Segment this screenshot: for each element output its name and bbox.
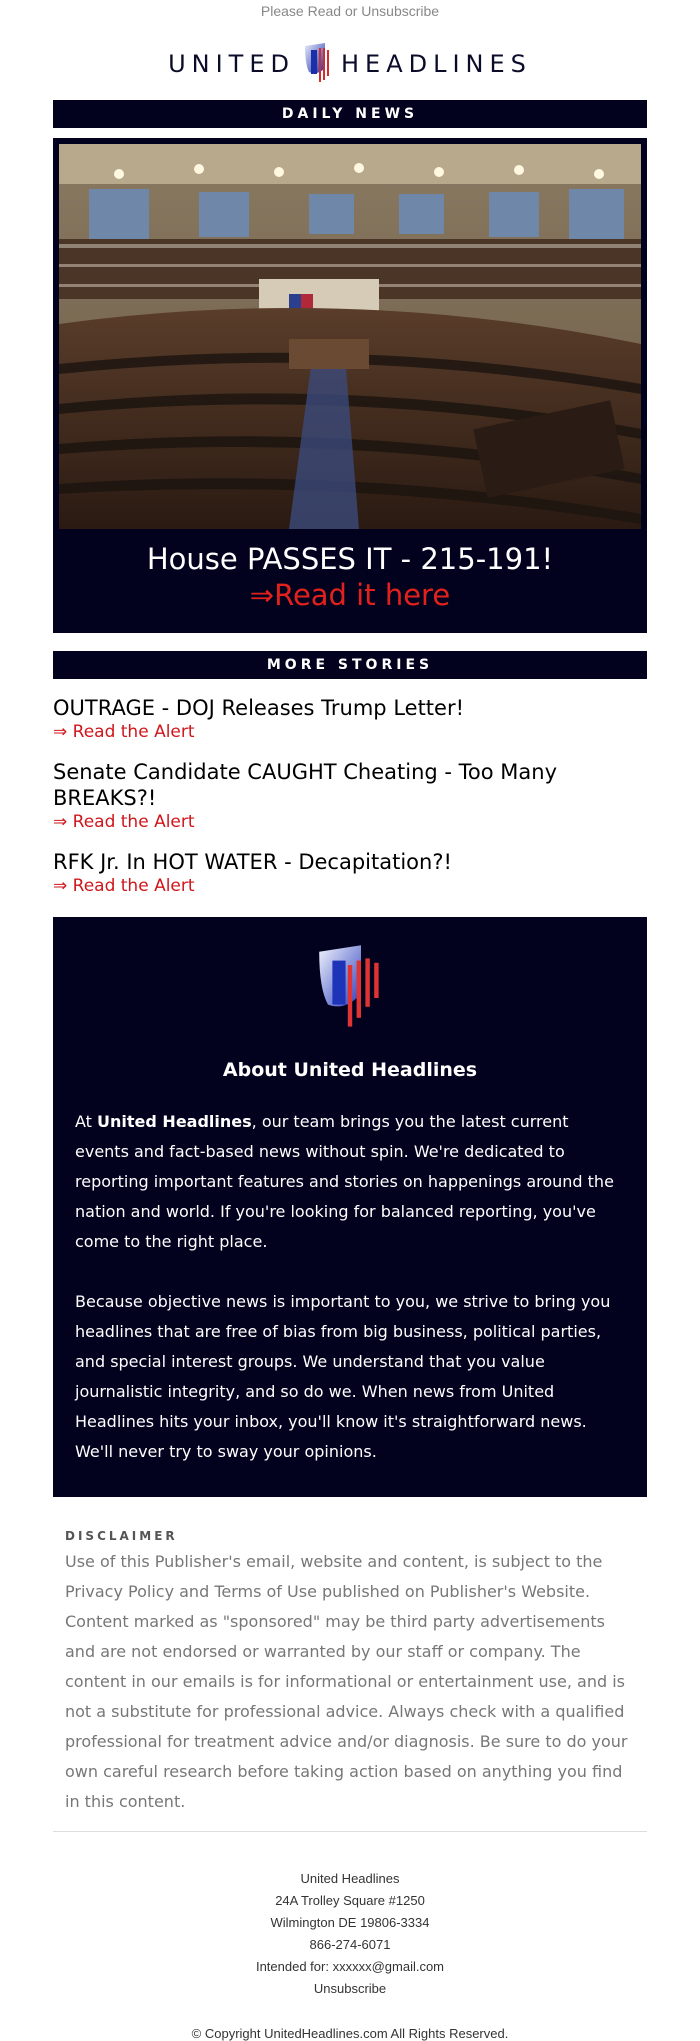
house-chamber-image[interactable]	[59, 144, 641, 529]
story-title[interactable]: OUTRAGE - DOJ Releases Trump Letter!	[53, 696, 465, 720]
shield-logo-icon	[317, 945, 383, 1029]
disclaimer-label: DISCLAIMER	[65, 1529, 178, 1543]
hero-block[interactable]	[53, 138, 647, 633]
about-title: About United Headlines	[222, 1059, 478, 1081]
preheader-link[interactable]: Please Read or Unsubscribe	[260, 3, 440, 19]
footer-phone: 866-274-6071	[309, 1937, 391, 1952]
hero-headline[interactable]: House PASSES IT - 215-191!	[146, 542, 554, 576]
story-link[interactable]: ⇒ Read the Alert	[53, 722, 195, 742]
story-title[interactable]: Senate Candidate CAUGHT Cheating - Too Many BREAKS?!	[53, 760, 558, 810]
footer-address-line: Wilmington DE 19806-3334	[270, 1915, 430, 1930]
disclaimer-text: Use of this Publisher's email, website and content, is subject to the Privacy Policy and Terms of Use published on Publisher's Website. Content marked as "sponsored" may be third party advertisements and are not endorsed or warranted by our staff or company. The content in our emails is for informational or entertainment use, and is not a substitute for professional advice. Always check with a qualified professional for treatment advice and/or diagnosis. Be sure to do your own careful research before taking action based on anything you find in this content.	[65, 1552, 628, 1811]
about-paragraph-1	[75, 1107, 625, 1257]
about-paragraph-2: Because objective news is important to you, we strive to bring you headlines that are free of bias from big business, political parties, and special interest groups. We understand that you value journalistic integrity, and so do we. When news from United Headlines hits your inbox, you'll know it's straightforward news. We'll never try to sway your opinions.	[75, 1292, 611, 1461]
shield-logo-icon	[303, 42, 333, 86]
footer-intended: Intended for: xxxxxx@gmail.com	[255, 1959, 445, 1974]
footer-address-line: 24A Trolley Square #1250	[275, 1893, 425, 1908]
divider	[53, 1831, 647, 1832]
story-item[interactable]	[53, 849, 647, 897]
unsubscribe-link[interactable]: Unsubscribe	[313, 1981, 387, 1996]
story-link[interactable]: ⇒ Read the Alert	[53, 812, 195, 832]
more-stories-header: MORE STORIES	[53, 651, 647, 679]
story-link[interactable]: ⇒ Read the Alert	[53, 876, 195, 896]
disclaimer-section	[53, 1497, 647, 1831]
footer-company: United Headlines	[300, 1871, 400, 1886]
logo-text-right: HEADLINES	[340, 50, 532, 78]
about-brand: United Headlines	[97, 1112, 252, 1131]
story-item[interactable]	[53, 695, 647, 743]
logo-text-left: UNITED	[168, 50, 295, 78]
daily-news-header: DAILY NEWS	[53, 100, 647, 128]
copyright-text: © Copyright UnitedHeadlines.com All Rights Reserved.	[191, 2026, 509, 2041]
story-title[interactable]: RFK Jr. In HOT WATER - Decapitation?!	[53, 850, 452, 874]
hero-read-link[interactable]: ⇒Read it here	[249, 578, 451, 612]
about-text: At	[75, 1112, 98, 1131]
story-item[interactable]	[53, 759, 647, 833]
about-text: , our team brings you the latest current events and fact-based news without spin. We're dedicated to reporting important features and stories on happenings around the nation and world. If you're looking for balanced reporting, you've come to the right place.	[75, 1112, 614, 1251]
footer-address	[53, 1868, 647, 2000]
about-section	[53, 917, 647, 1497]
brand-logo[interactable]	[0, 42, 700, 86]
